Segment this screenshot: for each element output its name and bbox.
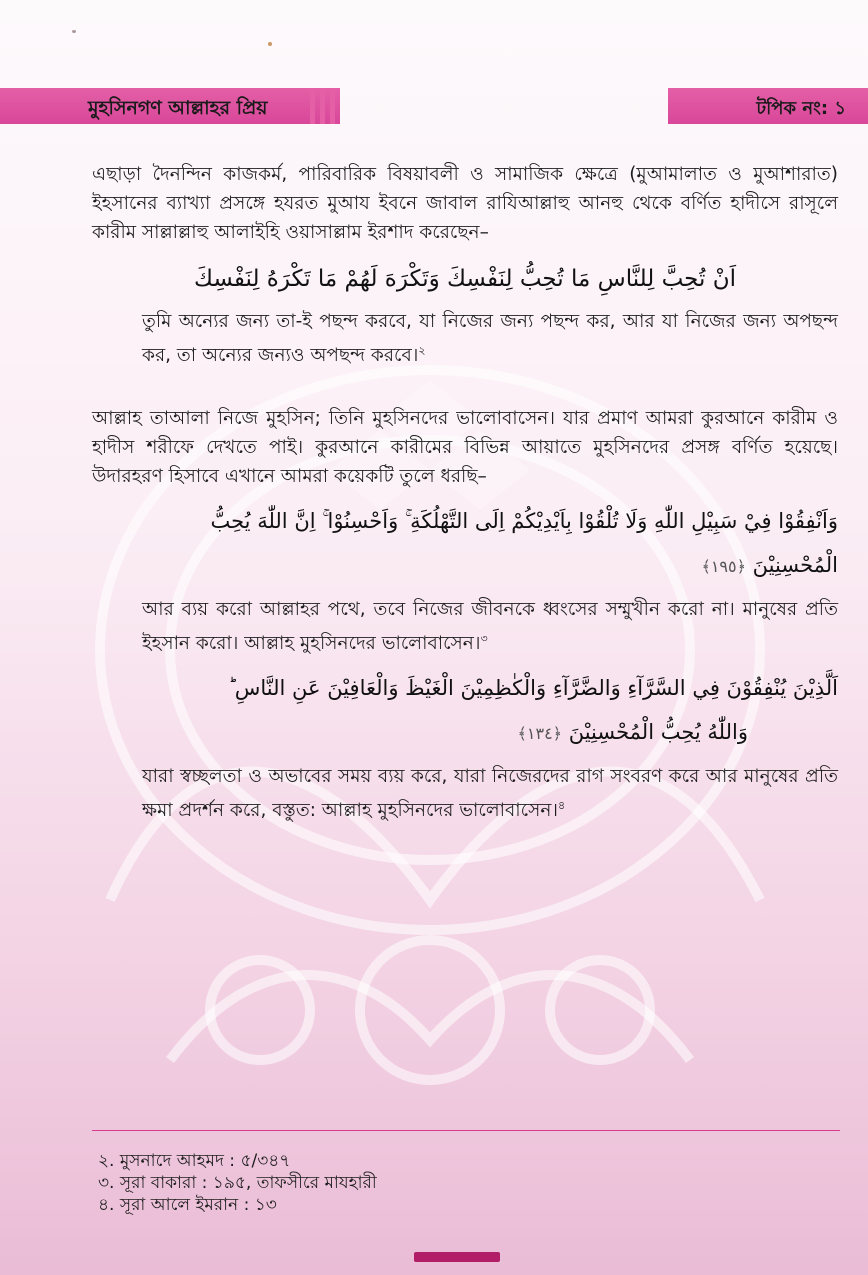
arabic-hadith: اَنْ تُحِبَّ لِلنَّاسِ مَا تُحِبُّ لِنَفْسِكَ وَتَكْرَهَ لَهُمْ مَا تَكْرَهُ لِنَفْسِكَ: [193, 266, 737, 292]
speck: [72, 30, 76, 33]
hadith-translation: তুমি অন্যের জন্য তা-ই পছন্দ করবে, যা নিজের জন্য পছন্দ কর, আর যা নিজের জন্য অপছন্দ কর, তা অন্যের জন্যও অপছন্দ করবে।$^২$: [142, 311, 838, 367]
topic-number: টপিক নং: ১: [756, 98, 846, 119]
main-text: [92, 160, 838, 825]
arabic-ayah-195: وَاَنْفِقُوْا فِيْ سَبِيْلِ اللّٰهِ وَلَا تُلْقُوْا بِاَيْدِيْكُمْ اِلَى التَّهْلُكَةِ ۚ وَاَحْسِنُوْا ۚ اِنَّ اللّٰهَ يُحِبُّ: [210, 509, 838, 534]
paragraph-intro: এছাড়া দৈনন্দিন কাজকর্ম, পারিবারিক বিষয়াবলী ও সামাজিক ক্ষেত্রে (মুআমালাত ও মুআশারাত) ইহসানের ব্যাখ্যা প্রসঙ্গে হযরত মুআয ইবনে জাবাল রাযিআল্লাহু আনহু থেকে বর্ণিত হাদীসে রাসূলে কারীম সাল্লাল্লাহু আলাইহি ওয়াসাল্লাম ইরশাদ করেছেন–: [92, 164, 838, 243]
ayah-number-marker: ﴿١٣٤﴾: [517, 724, 563, 744]
footnote-ref: ২: [418, 344, 426, 357]
footnote-divider: [92, 1130, 840, 1131]
arabic-ayah-134-end: وَاللّٰهُ يُحِبُّ الْمُحْسِنِيْنَ ﴿١٣٤﴾: [517, 720, 748, 745]
arabic-ayah-195-end: الْمُحْسِنِيْنَ ﴿١٩٥﴾: [701, 553, 838, 578]
ayah-195-translation: আর ব্যয় করো আল্লাহর পথে, তবে নিজের জীবনকে ধ্বংসের সম্মুখীন করো না। মানুষের প্রতি ইহসান করো। আল্লাহ মুহসিনদের ভালোবাসেন।$^৩$: [142, 599, 838, 655]
ayah-134-translation: যারা স্বচ্ছলতা ও অভাবের সময় ব্যয় করে, যারা নিজেরদের রাগ সংবরণ করে আর মানুষের প্রতি ক্ষমা প্রদর্শন করে, বস্তুত: আল্লাহ মুহসিনদের ভালোবাসেন।$^৪$: [142, 766, 838, 822]
footnote-ref: ৪: [557, 799, 566, 813]
speck: [268, 42, 272, 46]
footnotes: [98, 1150, 377, 1216]
header-left-stripes: [310, 88, 335, 124]
chapter-title: মুহসিনগণ আল্লাহর প্রিয়: [88, 97, 268, 119]
footnote-item: ৪. সূরা আলে ইমরান : ১৩: [98, 1195, 277, 1215]
page-number-bar: [414, 1252, 500, 1262]
footnote-ref: ৩: [480, 632, 488, 646]
footnote-item: ২. মুসনাদে আহমদ : ৫/৩৪৭: [98, 1151, 291, 1171]
footnote-item: ৩. সূরা বাকারা : ১৯৫, তাফসীরে মাযহারী: [98, 1173, 377, 1193]
ayah-number-marker: ﴿١٩٥﴾: [701, 557, 746, 577]
arabic-ayah-134: اَلَّذِيْنَ يُنْفِقُوْنَ فِي السَّرَّآءِ وَالضَّرَّآءِ وَالْكٰظِمِيْنَ الْغَيْظَ وَالْعَافِيْنَ عَنِ النَّاسِ ؕ: [228, 676, 838, 701]
running-header: [0, 88, 868, 124]
paragraph-quran-intro: আল্লাহ তাআলা নিজে মুহসিন; তিনি মুহসিনদের ভালোবাসেন। যার প্রমাণ আমরা কুরআনে কারীম ও হাদীস শরীফে দেখতে পাই। কুরআনে কারীমের বিভিন্ন আয়াতে মুহসিনদের প্রসঙ্গ বর্ণিত হয়েছে। উদারহরণ হিসাবে এখানে আমরা কয়েকটি তুলে ধরছি–: [92, 408, 838, 488]
